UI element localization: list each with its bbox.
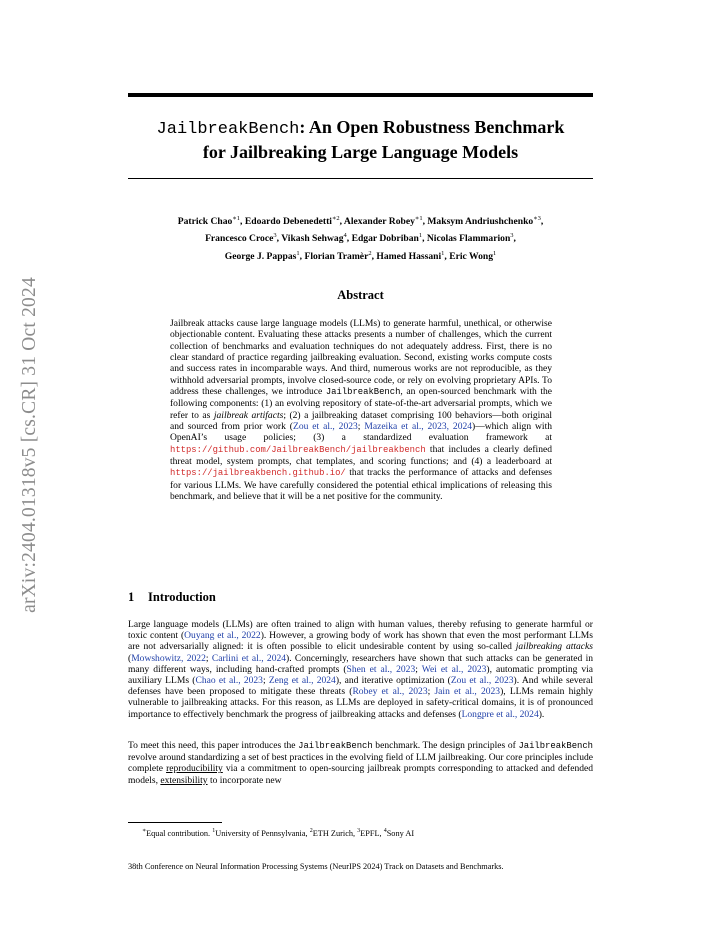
author-list [128, 212, 593, 264]
title-bottom-rule [128, 178, 593, 179]
conference-venue: 38th Conference on Neural Information Processing Systems (NeurIPS 2024) Track on Datasets and Benchmarks. [128, 862, 504, 871]
author: Eric Wong$^1$ [449, 249, 497, 262]
author: Alexander Robey$^{∗1}$, [343, 215, 428, 228]
underlined-term: reproducibility [166, 763, 223, 775]
author: Maksym Andriushchenko$^{∗3}$, [427, 215, 544, 228]
title-benchmark-name: JailbreakBench [156, 120, 300, 139]
title-line1: : An Open Robustness Benchmark [299, 117, 565, 137]
citation-link[interactable]: Robey et al., 2023 [352, 686, 428, 698]
footnote-rule [128, 822, 222, 823]
citation-link[interactable]: Chao et al., 2023 [195, 675, 263, 687]
section-title: Introduction [148, 590, 216, 604]
paper-title [128, 116, 593, 164]
arxiv-identifier-stamp [16, 230, 44, 660]
underlined-term: extensibility [160, 774, 208, 786]
citation-link[interactable]: Zeng et al., 2024 [268, 675, 336, 687]
citation-link[interactable]: Longpre et al., 2024 [461, 708, 539, 720]
author: Florian Tramèr$^2$, [304, 249, 377, 262]
arxiv-identifier-text: arXiv:2404.01318v5 [cs.CR] 31 Oct 2024 [19, 277, 41, 613]
author: Patrick Chao$^{∗1}$, [177, 215, 245, 228]
author: George J. Pappas$^1$, [224, 249, 305, 262]
benchmark-name: JailbreakBench [518, 741, 593, 751]
citation-link[interactable]: Mowshowitz, 2022 [131, 652, 206, 664]
intro-paragraph-1: Large language models (LLMs) are often trained to align with human values, thereby refusing to generate harmful or toxic content (Ouyang et al., 2022). However, a growing body of work has shown that even the most performant LLMs are not adversarially aligned: it is often possible to elicit undesirable content by using so-called jailbreaking attacks (Mowshowitz, 2022; Carlini et al., 2024). Concerningly, researchers have shown that such attacks can be generated in many different ways, including hand-crafted prompts (Shen et al., 2023; Wei et al., 2023), automatic prompting via auxiliary LLMs (Chao et al., 2023; Zeng et al., 2024), and iterative optimization (Zou et al., 2023). And while several defenses have been proposed to mitigate these threats (Robey et al., 2023; Jain et al., 2023), LLMs remain highly vulnerable to jailbreaking attacks. For this reason, as LLMs are deployed in safety-critical domains, it is of pronounced importance to effectively benchmark the progress of jailbreaking attacks and defenses (Longpre et al., 2024). [128, 619, 594, 720]
citation-link[interactable]: Ouyang et al., 2022 [184, 630, 261, 642]
github-url-link[interactable]: https://github.com/JailbreakBench/jailbreakbench [170, 444, 426, 455]
author: Edgar Dobriban$^1$, [351, 232, 427, 245]
section-heading-introduction [128, 590, 593, 605]
author: Hamed Hassani$^1$, [376, 249, 450, 262]
citation-link[interactable]: Mazeika et al., 2023, 2024 [364, 421, 473, 433]
title-top-rule [128, 93, 593, 97]
author: Edoardo Debenedetti$^{∗2}$, [244, 215, 344, 228]
citation-link[interactable]: Jain et al., 2023 [434, 686, 501, 698]
section-number: 1 [128, 590, 135, 604]
benchmark-name: JailbreakBench [325, 387, 401, 398]
intro-paragraph-2: To meet this need, this paper introduces the JailbreakBench benchmark. The design principles of JailbreakBench revolve around standardizing a set of best practices in the evolving field of LLM jailbreaking. Our core principles include complete reproducibility via a commitment to open-sourcing jailbreak prompts corresponding to attacked and defended models, extensibility to incorporate new [128, 740, 593, 786]
author: Nicolas Flammarion$^3$, [426, 232, 516, 245]
affiliations-footnote: ∗Equal contribution. $^1$University of Pennsylvania, $^2$ETH Zurich, $^3$EPFL, $^4$Sony AI [142, 828, 415, 838]
title-line2: for Jailbreaking Large Language Models [202, 142, 519, 162]
author: Francesco Croce$^3$, [205, 232, 282, 245]
benchmark-name: JailbreakBench [298, 741, 373, 751]
abstract-body: Jailbreak attacks cause large language models (LLMs) to generate harmful, unethical, or otherwise objectionable content. Evaluating these attacks presents a number of challenges, which the current collection of benchmarks and evaluation techniques do not adequately address. First, there is no clear standard of practice regarding jailbreaking evaluation. Second, existing works compute costs and success rates in incomparable ways. And third, numerous works are not reproducible, as they withhold adversarial prompts, involve closed-source code, or rely on evolving proprietary APIs. To address these challenges, we introduce JailbreakBench, an open-sourced benchmark with the following components: (1) an evolving repository of state-of-the-art adversarial prompts, which we refer to as jailbreak artifacts; (2) a jailbreaking dataset comprising 100 behaviors—both original and sourced from prior work (Zou et al., 2023; Mazeika et al., 2023, 2024)—which align with OpenAI’s usage policies; (3) a standardized evaluation framework at https://github.com/JailbreakBench/jailbreakbench that includes a clearly defined threat model, system prompts, chat templates, and scoring functions; and (4) a leaderboard at https://jailbreakbench.github.io/ that tracks the performance of attacks and defenses for various LLMs. We have carefully considered the potential ethical implications of releasing this benchmark, and believe that it will be a net positive for the community. [170, 318, 552, 503]
citation-link[interactable]: Wei et al., 2023 [421, 663, 487, 675]
citation-link[interactable]: Carlini et al., 2024 [211, 652, 287, 664]
author: Vikash Sehwag$^4$, [281, 232, 352, 245]
abstract-heading: Abstract [337, 288, 384, 302]
citation-link[interactable]: Shen et al., 2023 [346, 663, 416, 675]
citation-link[interactable]: Zou et al., 2023 [450, 675, 514, 687]
citation-link[interactable]: Zou et al., 2023 [292, 421, 358, 433]
leaderboard-url-link[interactable]: https://jailbreakbench.github.io/ [170, 468, 346, 479]
